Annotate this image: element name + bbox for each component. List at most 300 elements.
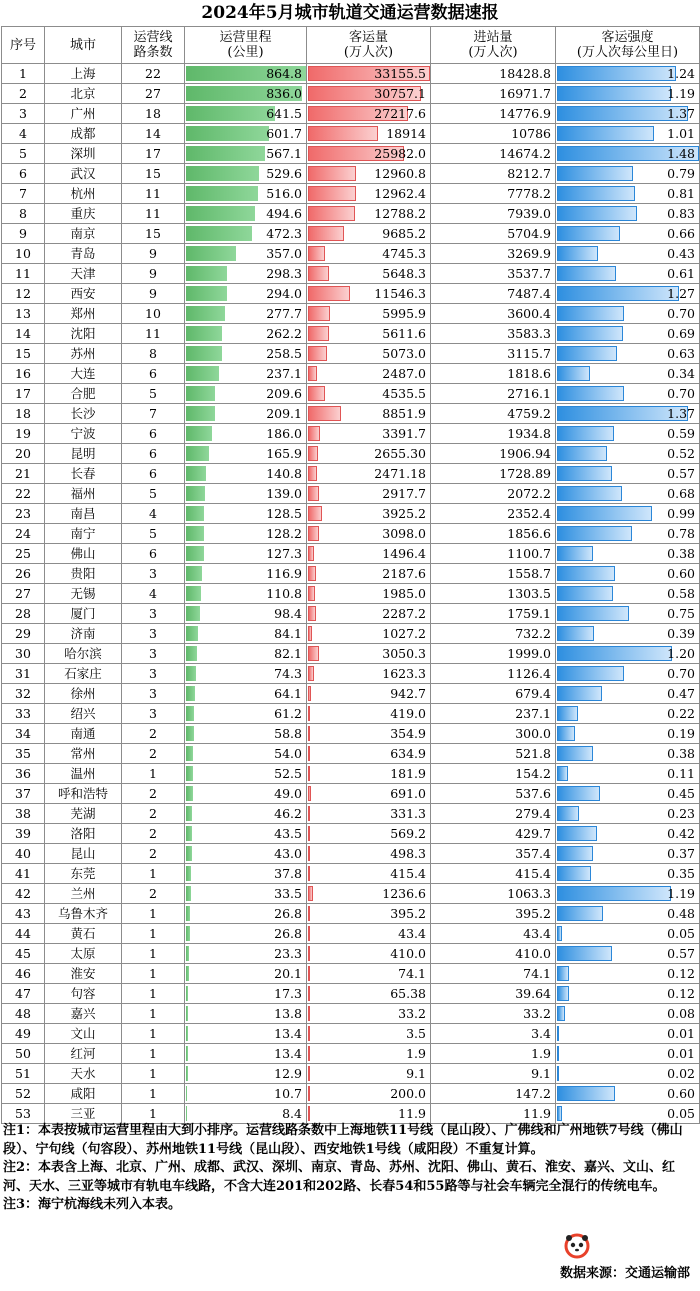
- cell-index: 45: [2, 944, 45, 964]
- cell-lines: 2: [122, 884, 185, 904]
- cell-mileage: [185, 524, 307, 544]
- volume-bar: [308, 926, 310, 941]
- cell-volume: [307, 564, 431, 584]
- cell-mileage-value: 836.0: [266, 86, 302, 101]
- mileage-bar: [186, 406, 215, 421]
- metro-data-table: [1, 26, 700, 1124]
- cell-intensity-value: 0.70: [667, 666, 695, 681]
- cell-intensity: [556, 844, 700, 864]
- cell-mileage-value: 128.5: [266, 506, 302, 521]
- cell-intensity-value: 0.08: [667, 1006, 695, 1021]
- table-row: [2, 544, 700, 564]
- intensity-bar: [557, 466, 612, 481]
- cell-entries: 1303.5: [431, 584, 556, 604]
- table-row: [2, 1004, 700, 1024]
- cell-entries: 357.4: [431, 844, 556, 864]
- cell-intensity: [556, 924, 700, 944]
- cell-mileage: [185, 1104, 307, 1124]
- cell-volume-value: 3050.3: [382, 646, 426, 661]
- cell-index: 42: [2, 884, 45, 904]
- cell-index: 18: [2, 404, 45, 424]
- cell-volume-value: 11.9: [398, 1106, 426, 1121]
- cell-intensity-value: 0.19: [667, 726, 695, 741]
- cell-intensity-value: 0.05: [667, 1106, 695, 1121]
- cell-volume: [307, 744, 431, 764]
- cell-city: 昆明: [45, 444, 122, 464]
- cell-volume: [307, 584, 431, 604]
- cell-lines: 2: [122, 744, 185, 764]
- cell-city: 常州: [45, 744, 122, 764]
- cell-volume-value: 1496.4: [382, 546, 426, 561]
- intensity-bar: [557, 1086, 615, 1101]
- mileage-bar: [186, 426, 212, 441]
- cell-index: 35: [2, 744, 45, 764]
- mileage-bar: [186, 686, 195, 701]
- table-row: [2, 964, 700, 984]
- volume-bar: [308, 506, 322, 521]
- cell-lines: 3: [122, 624, 185, 644]
- mileage-bar: [186, 206, 255, 221]
- cell-volume-value: 12960.8: [374, 166, 426, 181]
- cell-lines: 3: [122, 664, 185, 684]
- cell-volume: [307, 344, 431, 364]
- intensity-bar: [557, 626, 594, 641]
- cell-city: 青岛: [45, 244, 122, 264]
- cell-entries: 1934.8: [431, 424, 556, 444]
- cell-volume-value: 3.5: [406, 1026, 426, 1041]
- intensity-bar: [557, 1006, 565, 1021]
- cell-intensity-value: 0.57: [667, 466, 695, 481]
- mileage-bar: [186, 866, 191, 881]
- cell-intensity-value: 0.42: [667, 826, 695, 841]
- cell-entries: 9.1: [431, 1064, 556, 1084]
- cell-volume: [307, 704, 431, 724]
- cell-entries: 147.2: [431, 1084, 556, 1104]
- cell-lines: 11: [122, 184, 185, 204]
- cell-index: 12: [2, 284, 45, 304]
- cell-mileage: [185, 704, 307, 724]
- cell-index: 21: [2, 464, 45, 484]
- cell-mileage: [185, 1024, 307, 1044]
- cell-index: 15: [2, 344, 45, 364]
- table-row: [2, 944, 700, 964]
- cell-entries: 300.0: [431, 724, 556, 744]
- cell-mileage: [185, 424, 307, 444]
- cell-index: 14: [2, 324, 45, 344]
- table-row: [2, 504, 700, 524]
- cell-mileage-value: 864.8: [266, 66, 302, 81]
- cell-city: 红河: [45, 1044, 122, 1064]
- cell-volume: [307, 884, 431, 904]
- cell-entries: 1856.6: [431, 524, 556, 544]
- mileage-bar: [186, 1066, 188, 1081]
- cell-city: 贵阳: [45, 564, 122, 584]
- cell-intensity-value: 0.38: [667, 746, 695, 761]
- cell-volume-value: 74.1: [398, 966, 426, 981]
- cell-mileage: [185, 1084, 307, 1104]
- cell-lines: 6: [122, 544, 185, 564]
- page-title: 2024年5月城市轨道交通运营数据速报: [201, 3, 499, 23]
- table-row: [2, 984, 700, 1004]
- cell-index: 24: [2, 524, 45, 544]
- cell-mileage: [185, 684, 307, 704]
- cell-mileage-value: 49.0: [274, 786, 302, 801]
- cell-city: 沈阳: [45, 324, 122, 344]
- cell-volume: [307, 724, 431, 744]
- volume-bar: [308, 346, 327, 361]
- cell-volume: [307, 1064, 431, 1084]
- cell-mileage: [185, 764, 307, 784]
- cell-mileage: [185, 464, 307, 484]
- intensity-bar: [557, 686, 602, 701]
- cell-lines: 18: [122, 104, 185, 124]
- table-row: [2, 884, 700, 904]
- cell-index: 34: [2, 724, 45, 744]
- cell-mileage-value: 43.0: [274, 846, 302, 861]
- header-intensity-line: 客运强度: [601, 30, 654, 45]
- cell-volume-value: 4745.3: [382, 246, 426, 261]
- cell-city: 黄石: [45, 924, 122, 944]
- intensity-bar: [557, 706, 578, 721]
- cell-mileage-value: 601.7: [266, 126, 302, 141]
- intensity-bar: [557, 246, 598, 261]
- cell-city: 重庆: [45, 204, 122, 224]
- cell-volume: [307, 924, 431, 944]
- cell-mileage-value: 262.2: [266, 326, 302, 341]
- cell-lines: 1: [122, 1024, 185, 1044]
- cell-entries: 3115.7: [431, 344, 556, 364]
- table-row: [2, 1084, 700, 1104]
- volume-bar: [308, 166, 356, 181]
- cell-index: 3: [2, 104, 45, 124]
- cell-mileage: [185, 724, 307, 744]
- cell-index: 23: [2, 504, 45, 524]
- intensity-bar: [557, 986, 569, 1001]
- intensity-bar: [557, 166, 633, 181]
- cell-entries: 1999.0: [431, 644, 556, 664]
- intensity-bar: [557, 206, 637, 221]
- mileage-bar: [186, 966, 189, 981]
- table-row: [2, 624, 700, 644]
- cell-intensity: [556, 544, 700, 564]
- cell-volume-value: 9685.2: [382, 226, 426, 241]
- cell-mileage-value: 52.5: [274, 766, 302, 781]
- cell-intensity: [556, 984, 700, 1004]
- volume-bar: [308, 846, 310, 861]
- table-body: [2, 64, 700, 1124]
- cell-intensity-value: 1.37: [667, 106, 695, 121]
- mileage-bar: [186, 326, 222, 341]
- cell-index: 5: [2, 144, 45, 164]
- cell-volume: [307, 784, 431, 804]
- cell-mileage: [185, 984, 307, 1004]
- cell-city: 东莞: [45, 864, 122, 884]
- intensity-bar: [557, 346, 617, 361]
- cell-index: 33: [2, 704, 45, 724]
- cell-volume: [307, 224, 431, 244]
- cell-intensity-value: 0.11: [667, 766, 695, 781]
- cell-volume: [307, 424, 431, 444]
- cell-entries: 410.0: [431, 944, 556, 964]
- volume-bar: [308, 886, 313, 901]
- cell-city: 芜湖: [45, 804, 122, 824]
- cell-intensity: [556, 584, 700, 604]
- cell-entries: 2072.2: [431, 484, 556, 504]
- cell-volume: [307, 984, 431, 1004]
- cell-lines: 1: [122, 1004, 185, 1024]
- cell-intensity-value: 0.23: [667, 806, 695, 821]
- cell-intensity: [556, 904, 700, 924]
- cell-lines: 1: [122, 964, 185, 984]
- table-row: [2, 124, 700, 144]
- cell-volume-value: 5995.9: [382, 306, 426, 321]
- table-row: [2, 424, 700, 444]
- table-row: [2, 724, 700, 744]
- cell-entries: 3600.4: [431, 304, 556, 324]
- cell-city: 三亚: [45, 1104, 122, 1124]
- cell-volume-value: 5073.0: [382, 346, 426, 361]
- cell-mileage-value: 209.1: [266, 406, 302, 421]
- mileage-bar: [186, 146, 265, 161]
- cell-volume: [307, 844, 431, 864]
- cell-intensity: [556, 504, 700, 524]
- mileage-bar: [186, 166, 259, 181]
- table-row: [2, 1104, 700, 1124]
- intensity-bar: [557, 306, 624, 321]
- header-volume-line: 客运量: [348, 30, 388, 45]
- table-row: [2, 404, 700, 424]
- cell-intensity: [556, 204, 700, 224]
- cell-mileage-value: 294.0: [266, 286, 302, 301]
- cell-intensity-value: 0.12: [667, 986, 695, 1001]
- cell-city: 深圳: [45, 144, 122, 164]
- cell-volume: [307, 764, 431, 784]
- cell-mileage-value: 23.3: [274, 946, 302, 961]
- cell-city: 北京: [45, 84, 122, 104]
- mileage-bar: [186, 726, 194, 741]
- cell-volume-value: 410.0: [390, 946, 426, 961]
- intensity-bar: [557, 826, 597, 841]
- cell-mileage-value: 140.8: [266, 466, 302, 481]
- cell-intensity: [556, 804, 700, 824]
- cell-mileage-value: 64.1: [274, 686, 302, 701]
- cell-city: 洛阳: [45, 824, 122, 844]
- volume-bar: [308, 566, 316, 581]
- intensity-bar: [557, 386, 624, 401]
- cell-index: 47: [2, 984, 45, 1004]
- volume-bar: [308, 866, 310, 881]
- cell-intensity: [556, 944, 700, 964]
- cell-mileage: [185, 784, 307, 804]
- cell-lines: 15: [122, 224, 185, 244]
- volume-bar: [308, 686, 311, 701]
- cell-intensity-value: 0.45: [667, 786, 695, 801]
- cell-city: 乌鲁木齐: [45, 904, 122, 924]
- cell-city: 武汉: [45, 164, 122, 184]
- cell-intensity: [556, 444, 700, 464]
- cell-mileage: [185, 864, 307, 884]
- cell-intensity-value: 1.37: [667, 406, 695, 421]
- cell-lines: 1: [122, 984, 185, 1004]
- cell-entries: 11.9: [431, 1104, 556, 1124]
- cell-mileage-value: 37.8: [274, 866, 302, 881]
- volume-bar: [308, 546, 314, 561]
- cell-mileage: [185, 384, 307, 404]
- cell-intensity-value: 0.60: [667, 1086, 695, 1101]
- volume-bar: [308, 906, 310, 921]
- cell-intensity: [556, 484, 700, 504]
- cell-mileage-value: 529.6: [266, 166, 302, 181]
- cell-intensity: [556, 364, 700, 384]
- cell-mileage: [185, 1044, 307, 1064]
- cell-entries: 7939.0: [431, 204, 556, 224]
- volume-bar: [308, 306, 330, 321]
- table-row: [2, 344, 700, 364]
- cell-intensity-value: 0.75: [667, 606, 695, 621]
- cell-mileage-value: 641.5: [266, 106, 302, 121]
- header-lines-line: 路条数: [133, 45, 173, 60]
- cell-city: 广州: [45, 104, 122, 124]
- intensity-bar: [557, 1046, 559, 1061]
- cell-intensity: [556, 604, 700, 624]
- cell-mileage: [185, 404, 307, 424]
- cell-intensity: [556, 124, 700, 144]
- cell-mileage: [185, 744, 307, 764]
- header-mileage-line: 运营里程: [219, 30, 272, 45]
- cell-intensity-value: 0.79: [667, 166, 695, 181]
- cell-lines: 3: [122, 604, 185, 624]
- intensity-bar: [557, 186, 635, 201]
- cell-index: 7: [2, 184, 45, 204]
- cell-intensity-value: 0.52: [667, 446, 695, 461]
- cell-index: 50: [2, 1044, 45, 1064]
- cell-city: 济南: [45, 624, 122, 644]
- cell-index: 46: [2, 964, 45, 984]
- cell-mileage-value: 209.6: [266, 386, 302, 401]
- cell-intensity-value: 0.70: [667, 386, 695, 401]
- intensity-bar: [557, 126, 654, 141]
- cell-lines: 7: [122, 404, 185, 424]
- cell-lines: 11: [122, 324, 185, 344]
- volume-bar: [308, 1006, 310, 1021]
- cell-volume: [307, 524, 431, 544]
- volume-bar: [308, 646, 319, 661]
- cell-lines: 4: [122, 504, 185, 524]
- mileage-bar: [186, 246, 236, 261]
- cell-volume-value: 2187.6: [382, 566, 426, 581]
- volume-bar: [308, 766, 310, 781]
- header-city-line: 城市: [69, 37, 96, 53]
- intensity-bar: [557, 866, 591, 881]
- mileage-bar: [186, 546, 204, 561]
- cell-volume-value: 498.3: [390, 846, 426, 861]
- cell-index: 51: [2, 1064, 45, 1084]
- cell-city: 厦门: [45, 604, 122, 624]
- cell-city: 句容: [45, 984, 122, 1004]
- table-row: [2, 904, 700, 924]
- cell-entries: 1126.4: [431, 664, 556, 684]
- cell-volume: [307, 244, 431, 264]
- cell-lines: 17: [122, 144, 185, 164]
- table-row: [2, 224, 700, 244]
- table-row: [2, 364, 700, 384]
- table-row: [2, 284, 700, 304]
- cell-entries: 1100.7: [431, 544, 556, 564]
- cell-volume: [307, 484, 431, 504]
- cell-index: 28: [2, 604, 45, 624]
- cell-lines: 5: [122, 384, 185, 404]
- cell-volume: [307, 284, 431, 304]
- cell-index: 52: [2, 1084, 45, 1104]
- cell-intensity-value: 0.39: [667, 626, 695, 641]
- cell-lines: 1: [122, 1104, 185, 1124]
- cell-city: 宁波: [45, 424, 122, 444]
- cell-mileage-value: 26.8: [274, 906, 302, 921]
- cell-index: 10: [2, 244, 45, 264]
- cell-entries: 3.4: [431, 1024, 556, 1044]
- cell-entries: 4759.2: [431, 404, 556, 424]
- cell-city: 哈尔滨: [45, 644, 122, 664]
- cell-volume: [307, 964, 431, 984]
- cell-lines: 6: [122, 444, 185, 464]
- cell-volume-value: 3391.7: [382, 426, 426, 441]
- cell-intensity: [556, 404, 700, 424]
- mileage-bar: [186, 346, 222, 361]
- cell-intensity-value: 0.78: [667, 526, 695, 541]
- intensity-bar: [557, 426, 614, 441]
- header-index-line: 序号: [9, 37, 36, 53]
- cell-intensity-value: 0.83: [667, 206, 695, 221]
- cell-intensity: [556, 1064, 700, 1084]
- table-row: [2, 1044, 700, 1064]
- cell-city: 温州: [45, 764, 122, 784]
- cell-entries: 679.4: [431, 684, 556, 704]
- cell-intensity: [556, 824, 700, 844]
- cell-mileage-value: 516.0: [266, 186, 302, 201]
- cell-intensity-value: 0.02: [667, 1066, 695, 1081]
- volume-bar: [308, 626, 312, 641]
- cell-volume: [307, 464, 431, 484]
- volume-bar: [308, 386, 325, 401]
- cell-intensity-value: 0.60: [667, 566, 695, 581]
- cell-mileage-value: 17.3: [274, 986, 302, 1001]
- intensity-bar: [557, 666, 624, 681]
- cell-volume: [307, 404, 431, 424]
- volume-bar: [308, 826, 310, 841]
- cell-intensity: [556, 964, 700, 984]
- table-row: [2, 924, 700, 944]
- cell-intensity: [556, 164, 700, 184]
- cell-intensity-value: 1.19: [667, 886, 695, 901]
- cell-city: 郑州: [45, 304, 122, 324]
- mileage-bar: [186, 266, 227, 281]
- cell-lines: 1: [122, 904, 185, 924]
- cell-intensity: [556, 784, 700, 804]
- cell-lines: 27: [122, 84, 185, 104]
- cell-intensity-value: 0.01: [667, 1046, 695, 1061]
- cell-entries: 154.2: [431, 764, 556, 784]
- cell-lines: 22: [122, 64, 185, 84]
- cell-lines: 3: [122, 644, 185, 664]
- cell-index: 29: [2, 624, 45, 644]
- cell-volume-value: 4535.5: [382, 386, 426, 401]
- mileage-bar: [186, 826, 192, 841]
- cell-intensity: [556, 424, 700, 444]
- cell-intensity-value: 0.69: [667, 326, 695, 341]
- cell-entries: 279.4: [431, 804, 556, 824]
- cell-entries: 1063.3: [431, 884, 556, 904]
- cell-intensity-value: 1.27: [667, 286, 695, 301]
